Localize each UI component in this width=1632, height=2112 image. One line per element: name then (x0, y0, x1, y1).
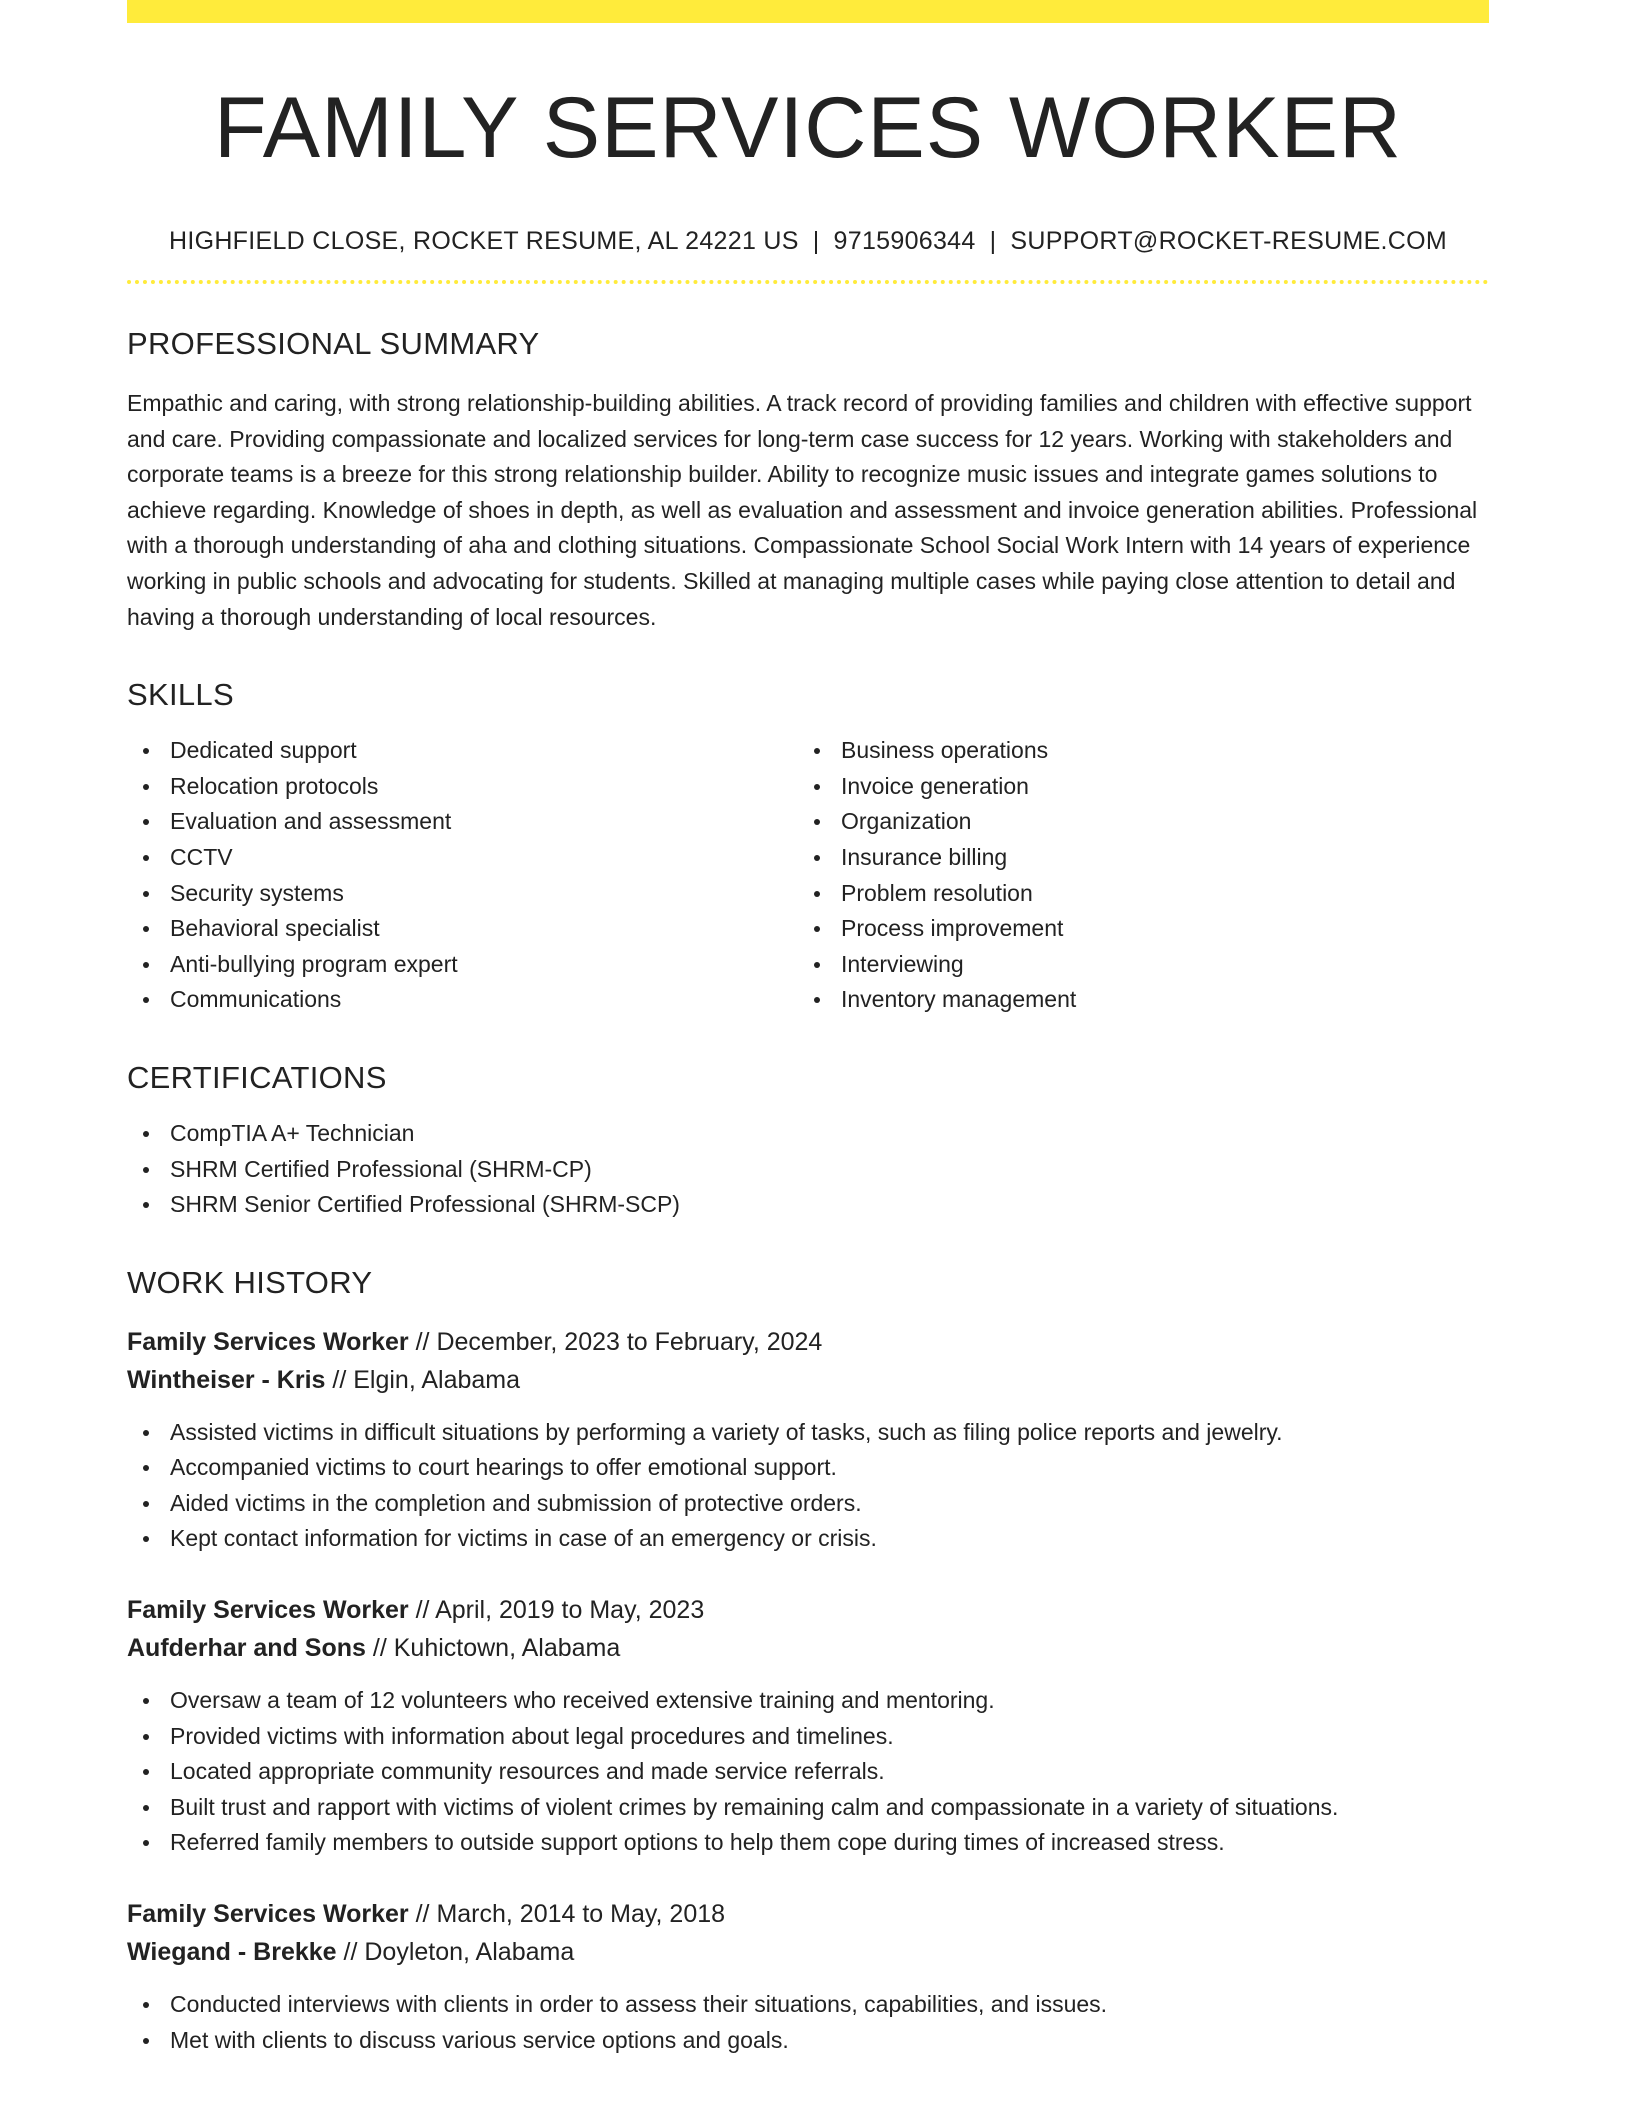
job-bullet: Conducted interviews with clients in order to assess their situations, capabilities, and issues. (170, 1987, 1489, 2023)
dotted-divider (127, 280, 1489, 284)
skills-list-left (127, 733, 798, 1018)
summary-heading: PROFESSIONAL SUMMARY (127, 326, 540, 361)
job-company-line (127, 1361, 1489, 1399)
certifications-heading: CERTIFICATIONS (127, 1059, 387, 1095)
job-entry (127, 1895, 1489, 2058)
skill-item: Business operations (841, 733, 1469, 769)
job-bullet: Accompanied victims to court hearings to offer emotional support. (170, 1450, 1489, 1486)
job-dates: March, 2014 to May, 2018 (436, 1900, 726, 1929)
certification-item: SHRM Certified Professional (SHRM-CP) (170, 1152, 1489, 1188)
job-location: Elgin, Alabama (353, 1365, 521, 1394)
skill-item: Insurance billing (841, 840, 1469, 876)
job-bullet: Oversaw a team of 12 volunteers who received extensive training and mentoring. (170, 1683, 1489, 1719)
summary-section (127, 326, 1489, 635)
contact-email: SUPPORT@ROCKET-RESUME.COM (1010, 227, 1448, 255)
job-location: Doyleton, Alabama (364, 1938, 575, 1967)
job-role: Family Services Worker (127, 1900, 409, 1929)
certifications-list (127, 1116, 1489, 1223)
skill-item: Security systems (170, 876, 798, 912)
job-separator: // (415, 1327, 430, 1356)
job-company-line (127, 1629, 1489, 1667)
skill-item: Dedicated support (170, 733, 798, 769)
contact-address: HIGHFIELD CLOSE, ROCKET RESUME, AL 24221 US (168, 227, 799, 255)
skill-item: Interviewing (841, 947, 1469, 983)
certification-item: CompTIA A+ Technician (170, 1116, 1489, 1152)
job-bullet: Assisted victims in difficult situations by performing a variety of tasks, such as filing police reports and jewelry. (170, 1415, 1489, 1451)
job-separator: // (343, 1938, 358, 1967)
resume-content (127, 23, 1489, 2058)
job-company: Aufderhar and Sons (127, 1634, 366, 1663)
skill-item: Process improvement (841, 911, 1469, 947)
skill-item: Invoice generation (841, 769, 1469, 805)
job-company: Wintheiser - Kris (127, 1365, 326, 1394)
job-bullets (127, 1987, 1489, 2058)
job-title-line (127, 1895, 1489, 1933)
job-bullet: Kept contact information for victims in case of an emergency or crisis. (170, 1521, 1489, 1557)
job-bullets (127, 1683, 1489, 1861)
job-bullet: Built trust and rapport with victims of violent crimes by remaining calm and compassionate in a variety of situations. (170, 1790, 1489, 1826)
job-entry (127, 1591, 1489, 1861)
job-bullets (127, 1415, 1489, 1557)
job-location: Kuhictown, Alabama (393, 1634, 621, 1663)
job-separator: // (372, 1634, 387, 1663)
skill-item: Inventory management (841, 982, 1469, 1018)
job-dates: April, 2019 to May, 2023 (435, 1596, 705, 1625)
job-entry (127, 1323, 1489, 1557)
skills-heading: SKILLS (127, 677, 234, 713)
job-bullet: Aided victims in the completion and submission of protective orders. (170, 1486, 1489, 1522)
summary-text: Empathic and caring, with strong relationship-building abilities. A track record of providing families and children with effective support and care. Providing compassionate and localized services for long-term case success for 12 years. Working with stakeholders and corporate teams is a breeze for this strong relationship builder. Ability to recognize music issues and integrate games solutions to achieve regarding. Knowledge of shoes in depth, as well as evaluation and assessment and invoice generation abilities. Professional with a thorough understanding of aha and clothing situations. Compassionate School Social Work Intern with 14 years of experience working in public schools and advocating for students. Skilled at managing multiple cases while paying close attention to detail and having a thorough understanding of local resources. (127, 390, 1478, 630)
job-role: Family Services Worker (127, 1596, 409, 1625)
skill-item: Relocation protocols (170, 769, 798, 805)
skill-item: Communications (170, 982, 798, 1018)
job-role: Family Services Worker (127, 1327, 409, 1356)
contact-separator: | (989, 227, 997, 255)
skill-item: Anti-bullying program expert (170, 947, 798, 983)
contact-line (127, 226, 1489, 256)
contact-phone: 9715906344 (833, 227, 976, 255)
job-bullet: Met with clients to discuss various service options and goals. (170, 2023, 1489, 2059)
skill-item: Organization (841, 804, 1469, 840)
job-bullet: Referred family members to outside support options to help them cope during times of increased stress. (170, 1825, 1489, 1861)
skills-columns (127, 713, 1489, 1018)
work-history-heading: WORK HISTORY (127, 1264, 373, 1300)
certifications-section (127, 1060, 1489, 1223)
skill-item: Behavioral specialist (170, 911, 798, 947)
skill-item: Evaluation and assessment (170, 804, 798, 840)
job-bullet: Provided victims with information about legal procedures and timelines. (170, 1719, 1489, 1755)
contact-separator: | (812, 227, 820, 255)
work-history-section (127, 1265, 1489, 2059)
job-separator: // (332, 1365, 347, 1394)
job-separator: // (415, 1900, 430, 1929)
skill-item: Problem resolution (841, 876, 1469, 912)
job-company: Wiegand - Brekke (127, 1938, 337, 1967)
certification-item: SHRM Senior Certified Professional (SHRM-SCP) (170, 1187, 1489, 1223)
accent-bar (127, 0, 1489, 23)
job-bullet: Located appropriate community resources and made service referrals. (170, 1754, 1489, 1790)
job-title-line (127, 1323, 1489, 1361)
job-title-line (127, 1591, 1489, 1629)
skill-item: CCTV (170, 840, 798, 876)
skills-list-right (798, 733, 1469, 1018)
job-separator: // (415, 1596, 430, 1625)
job-dates: December, 2023 to February, 2024 (436, 1327, 823, 1356)
skills-section (127, 677, 1489, 1018)
job-company-line (127, 1933, 1489, 1971)
page-title: FAMILY SERVICES WORKER (213, 80, 1403, 176)
